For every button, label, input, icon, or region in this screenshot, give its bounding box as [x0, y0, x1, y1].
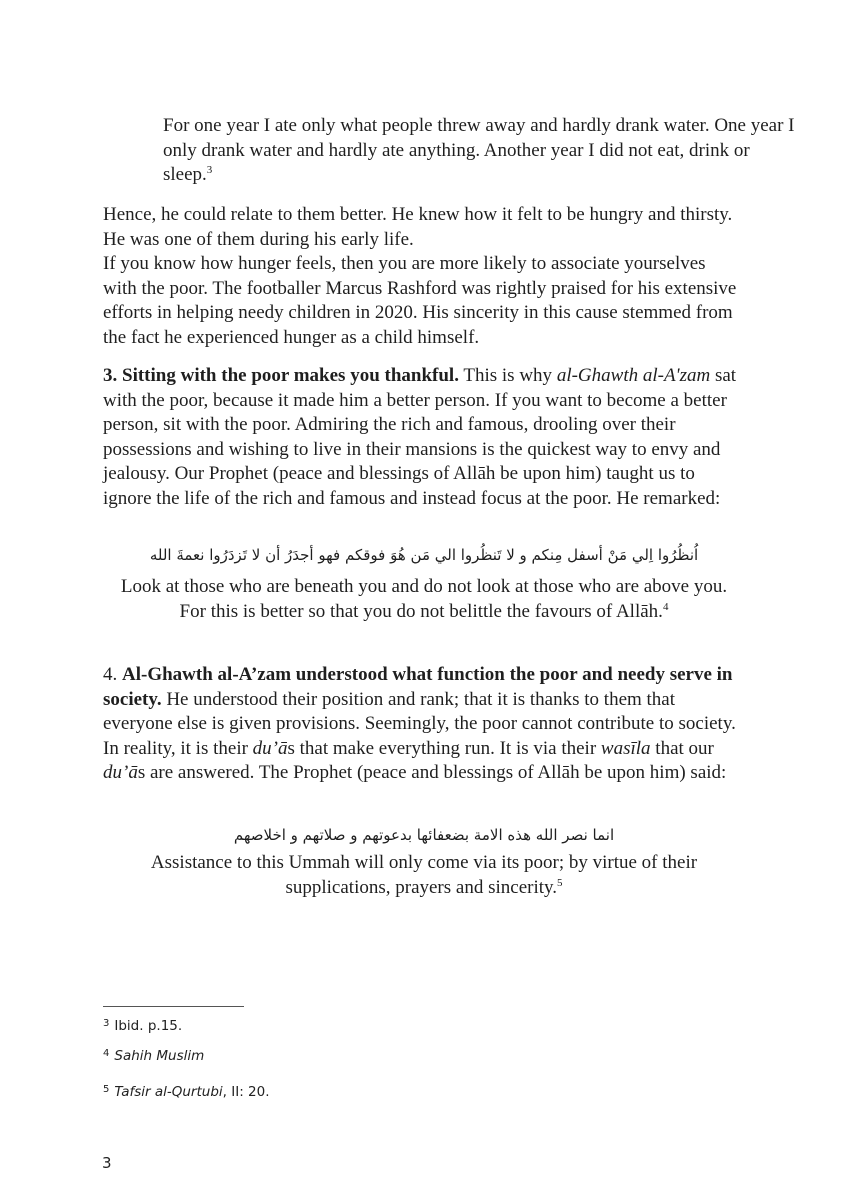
point-3-text-b: sat with the poor, because it made him a better person. If you want to become a better person, sit with the poor. Admiring the rich and famous, drooling over their possessions and wishing to live in their mansions is the quickest way to envy and jealousy. Our Prophet (peace and blessings of Allāh be upon him) taught us to ignore the life of the rich and famous and instead focus at the poor. He remarked:	[103, 365, 737, 509]
term-duas: du’ā	[252, 737, 288, 759]
footnote-3	[103, 1017, 182, 1035]
footnote-number: 4	[103, 1048, 110, 1059]
point-4-text-d: s are answered. The Prophet (peace and blessings of Allāh be upon him) said:	[137, 762, 727, 783]
footnote-number: 5	[103, 1084, 110, 1095]
section-point-4	[103, 663, 743, 786]
point-3-text-a: This is why	[458, 365, 557, 386]
term-duas: du’ā	[103, 762, 138, 783]
point-4-text-b: s that make everything run. It is via their	[287, 737, 601, 759]
footnote-source: Tafsir al-Qurtubi	[114, 1084, 223, 1100]
paragraph-hunger	[103, 203, 743, 350]
term-wasila: wasīla	[600, 737, 651, 759]
footnote-ref-4[interactable]: 4	[662, 600, 669, 613]
footnote-5	[103, 1083, 270, 1101]
block-quote	[163, 114, 803, 188]
hadith-translation-2	[90, 851, 758, 900]
footnote-text: , II: 20.	[222, 1084, 270, 1100]
hadith-arabic-1: اُنظُرُوا اِلي مَنْ أسفل مِنكم و لا تَنظُروا الي مَن هُوَ فوقكم فهو أجدَرُ أن لا تَزدَرُوا نعمةَ الله	[149, 546, 699, 564]
footnote-ref-5[interactable]: 5	[557, 876, 563, 889]
hadith-translation-1-line-1: Look at those who are beneath you and do not look at those who are above you.	[120, 576, 728, 597]
footnote-number: 3	[103, 1018, 110, 1029]
point-3-name: al-Ghawth al-A'zam	[556, 365, 711, 386]
hadith-translation-1	[90, 575, 758, 624]
footnote-ref-3[interactable]: 3	[206, 164, 213, 176]
point-4-text-c: that our	[650, 737, 714, 759]
point-4-number: 4.	[103, 664, 122, 685]
hadith-translation-1-line-2: For this is better so that you do not belittle the favours of Allāh.$^4$	[179, 600, 669, 622]
hadith-translation-2-line-1: Assistance to this Ummah will only come via its poor; by virtue of their	[150, 852, 698, 873]
page-number: 3	[102, 1154, 112, 1172]
footnote-text: Ibid. p.15.	[114, 1018, 183, 1034]
hadith-translation-2-line-2: supplications, prayers and sincerity.$^5$	[285, 876, 563, 898]
footnote-4	[103, 1047, 204, 1065]
footnote-source: Sahih Muslim	[114, 1048, 205, 1064]
point-3-heading: 3. Sitting with the poor makes you thankful.	[103, 365, 459, 386]
point-4-heading: Al-Ghawth al-A’zam understood what function the poor and needy serve in society.	[103, 664, 733, 710]
hadith-arabic-2: انما نصر الله هذه الامة بضعفائها بدعوتهم و صلاتهم و اخلاصهم	[233, 826, 615, 844]
section-point-3	[103, 364, 743, 511]
paragraph-hunger-line-a: Hence, he could relate to them better. He knew how it felt to be hungry and thirsty. He was one of them during his early life.	[103, 204, 733, 250]
point-4-text-a: He understood their position and rank; that it is thanks to them that everyone else is given provisions. Seemingly, the poor cannot contribute to society. In reality, it is their	[103, 688, 736, 759]
quote-text: For one year I ate only what people threw away and hardly drank water. One year I only drank water and hardly ate anything. Another year I did not eat, drink or sleep.	[163, 115, 795, 185]
paragraph-hunger-line-b: If you know how hunger feels, then you are more likely to associate yourselves with the poor. The footballer Marcus Rashford was rightly praised for his extensive efforts in helping needy children in 2020. His sincerity in this cause stemmed from the fact he experienced hunger as a child himself.	[103, 253, 737, 348]
footnote-divider	[103, 1006, 244, 1007]
